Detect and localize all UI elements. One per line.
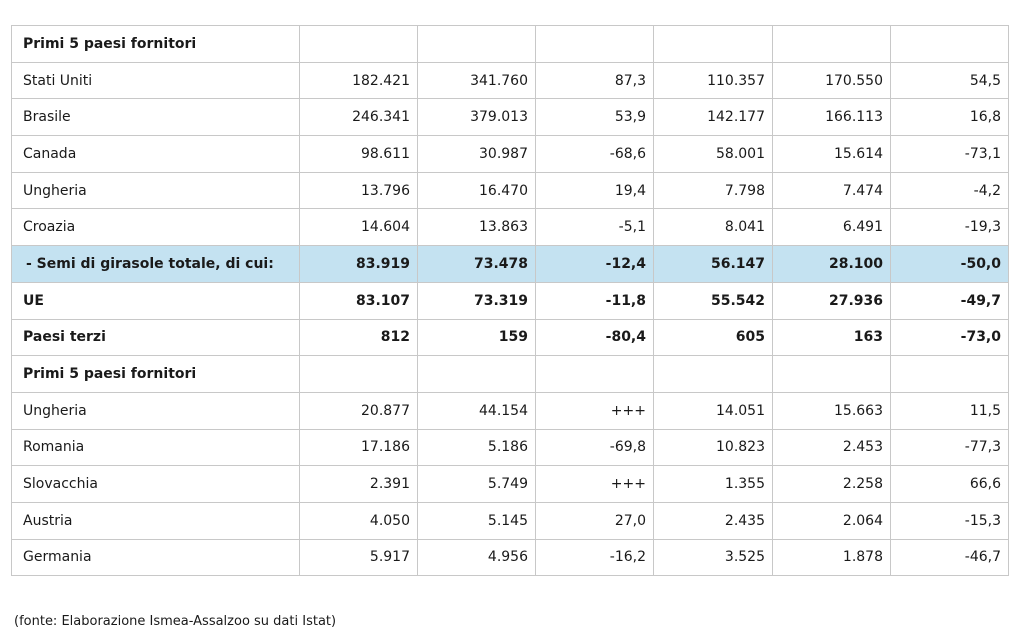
table-row [12,172,1009,209]
row-label: Stati Uniti [12,62,300,99]
value-cell: 16,8 [891,99,1009,136]
value-cell: -69,8 [536,429,654,466]
value-cell: -16,2 [536,539,654,576]
row-label: - Semi di girasole totale, di cui: [12,246,300,283]
row-label: Croazia [12,209,300,246]
value-cell: -73,1 [891,136,1009,173]
value-cell: 5.145 [418,502,536,539]
value-cell [654,26,773,63]
value-cell: 182.421 [300,62,418,99]
value-cell: 83.107 [300,282,418,319]
value-cell: 56.147 [654,246,773,283]
value-cell: 605 [654,319,773,356]
table-row [12,429,1009,466]
value-cell: 13.863 [418,209,536,246]
value-cell: 54,5 [891,62,1009,99]
value-cell [891,26,1009,63]
table-row [12,466,1009,503]
value-cell: 53,9 [536,99,654,136]
value-cell: 7.798 [654,172,773,209]
value-cell: 341.760 [418,62,536,99]
value-cell: 5.749 [418,466,536,503]
table-row [12,99,1009,136]
value-cell: 66,6 [891,466,1009,503]
value-cell: -80,4 [536,319,654,356]
value-cell [536,356,654,393]
value-cell: 10.823 [654,429,773,466]
value-cell: 16.470 [418,172,536,209]
table-row [12,539,1009,576]
value-cell: 17.186 [300,429,418,466]
row-label: Canada [12,136,300,173]
row-label: Slovacchia [12,466,300,503]
value-cell: 163 [773,319,891,356]
row-label: Germania [12,539,300,576]
value-cell: 3.525 [654,539,773,576]
value-cell: 83.919 [300,246,418,283]
value-cell: 2.453 [773,429,891,466]
value-cell: 2.435 [654,502,773,539]
value-cell: 6.491 [773,209,891,246]
source-note: (fonte: Elaborazione Ismea-Assalzoo su dati Istat) [14,614,337,629]
value-cell: -73,0 [891,319,1009,356]
value-cell [300,26,418,63]
value-cell: 73.478 [418,246,536,283]
row-label: Ungheria [12,172,300,209]
value-cell: 142.177 [654,99,773,136]
value-cell: 5.917 [300,539,418,576]
value-cell: 19,4 [536,172,654,209]
value-cell: +++ [536,392,654,429]
value-cell [300,356,418,393]
row-label: UE [12,282,300,319]
row-label: Brasile [12,99,300,136]
value-cell: 166.113 [773,99,891,136]
value-cell: 379.013 [418,99,536,136]
row-label: Ungheria [12,392,300,429]
value-cell: -15,3 [891,502,1009,539]
value-cell: 5.186 [418,429,536,466]
value-cell: -50,0 [891,246,1009,283]
value-cell: -46,7 [891,539,1009,576]
row-label: Austria [12,502,300,539]
table-row [12,392,1009,429]
value-cell: -19,3 [891,209,1009,246]
supplier-countries-table [11,25,1009,576]
value-cell: 11,5 [891,392,1009,429]
row-label: Romania [12,429,300,466]
value-cell: 2.391 [300,466,418,503]
value-cell [773,356,891,393]
total-row [12,246,1009,283]
value-cell: 812 [300,319,418,356]
row-label: Primi 5 paesi fornitori [12,26,300,63]
section-header-row [12,356,1009,393]
value-cell: 7.474 [773,172,891,209]
value-cell: -4,2 [891,172,1009,209]
row-label: Paesi terzi [12,319,300,356]
table-row [12,319,1009,356]
value-cell: 14.051 [654,392,773,429]
value-cell: 28.100 [773,246,891,283]
value-cell: 58.001 [654,136,773,173]
value-cell: 4.050 [300,502,418,539]
value-cell: 2.258 [773,466,891,503]
value-cell: -49,7 [891,282,1009,319]
value-cell: 2.064 [773,502,891,539]
value-cell [654,356,773,393]
value-cell: 1.878 [773,539,891,576]
value-cell: +++ [536,466,654,503]
table-row [12,502,1009,539]
value-cell: 73.319 [418,282,536,319]
value-cell: 44.154 [418,392,536,429]
value-cell [536,26,654,63]
value-cell: 15.614 [773,136,891,173]
value-cell: 15.663 [773,392,891,429]
value-cell [891,356,1009,393]
table-row [12,136,1009,173]
value-cell: 13.796 [300,172,418,209]
value-cell: 55.542 [654,282,773,319]
value-cell [418,356,536,393]
value-cell: 170.550 [773,62,891,99]
value-cell: 98.611 [300,136,418,173]
value-cell: 246.341 [300,99,418,136]
table-body [12,26,1009,576]
section-header-row [12,26,1009,63]
value-cell: 4.956 [418,539,536,576]
row-label: Primi 5 paesi fornitori [12,356,300,393]
value-cell: 110.357 [654,62,773,99]
value-cell: 159 [418,319,536,356]
value-cell: 20.877 [300,392,418,429]
value-cell: -68,6 [536,136,654,173]
value-cell [418,26,536,63]
value-cell: 30.987 [418,136,536,173]
value-cell: 14.604 [300,209,418,246]
table-row [12,62,1009,99]
value-cell: -5,1 [536,209,654,246]
value-cell: 27,0 [536,502,654,539]
value-cell: 8.041 [654,209,773,246]
value-cell: -12,4 [536,246,654,283]
value-cell: 1.355 [654,466,773,503]
value-cell: 27.936 [773,282,891,319]
value-cell: -77,3 [891,429,1009,466]
table-row [12,209,1009,246]
value-cell: -11,8 [536,282,654,319]
value-cell: 87,3 [536,62,654,99]
value-cell [773,26,891,63]
table-row [12,282,1009,319]
